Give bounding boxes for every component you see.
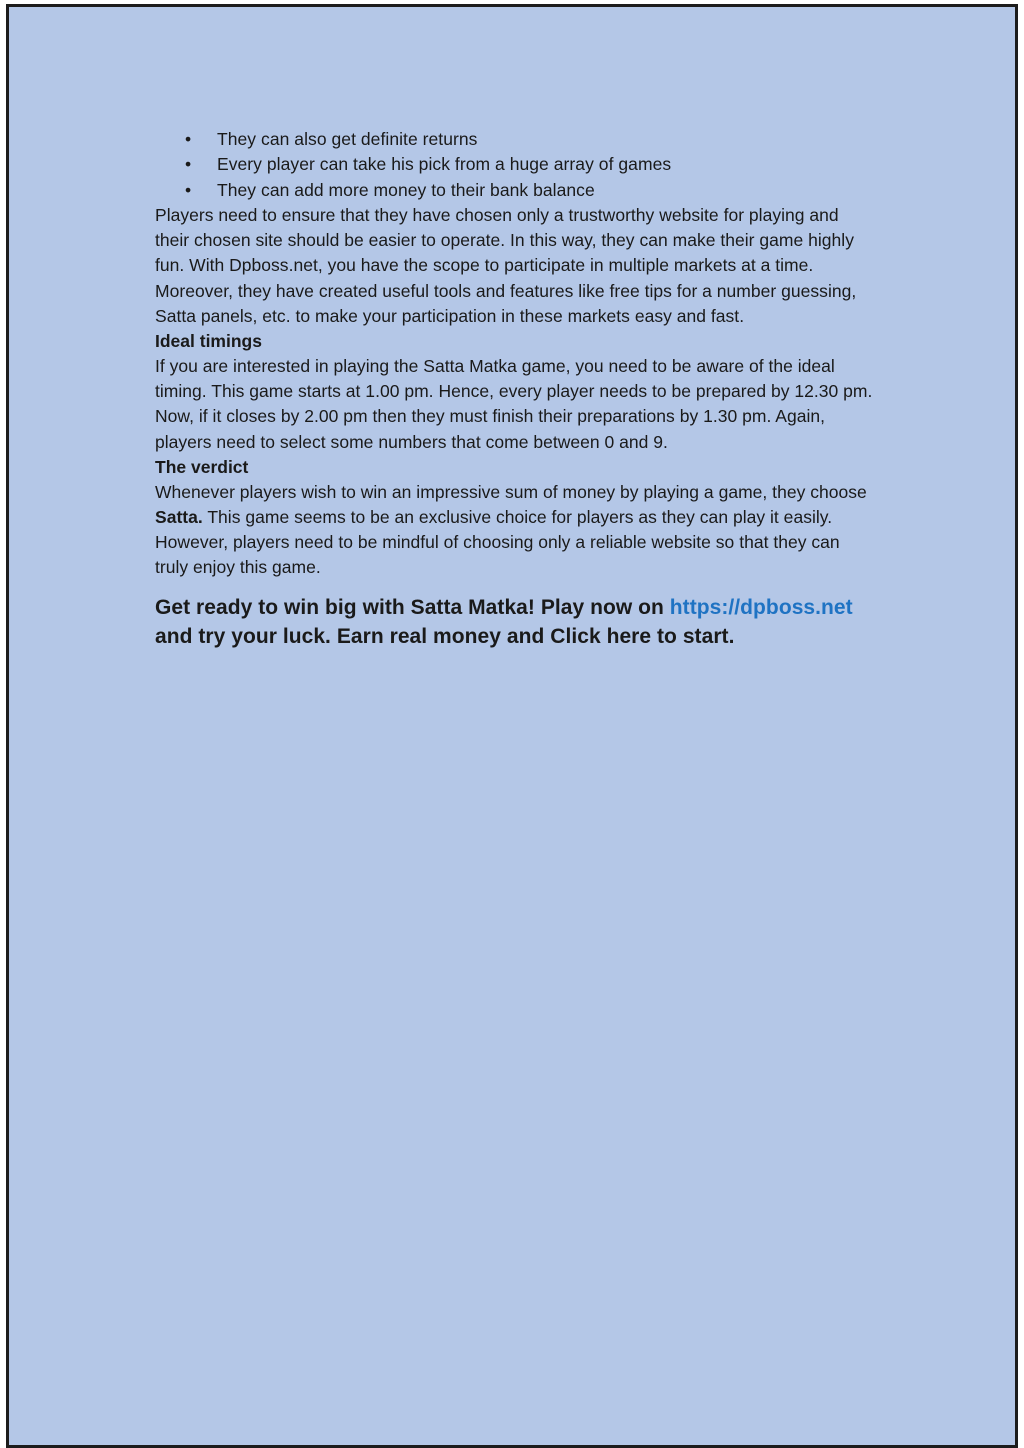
- verdict-text-end: This game seems to be an exclusive choice for players as they can play it easily. However, players need to be mindful of choosing only a reliable website so that they can truly enjoy this game.: [155, 506, 840, 578]
- list-item-text: Every player can take his pick from a huge array of games: [217, 154, 672, 175]
- list-item: [155, 152, 875, 177]
- bullet-icon: •: [185, 129, 192, 149]
- ideal-timings-paragraph: If you are interested in playing the Satta Matka game, you need to be aware of the ideal timing. This game starts at 1.00 pm. Hence, every player needs to be prepared by 12.30 pm. Now, if it closes by 2.00 pm then they must finish their preparations by 1.30 pm. Again, players need to select some numbers that come between 0 and 9.: [155, 355, 873, 452]
- document-content: [155, 127, 875, 672]
- bullet-icon: •: [185, 154, 192, 175]
- list-item-text: They can also get definite returns: [217, 129, 478, 149]
- list-item: [155, 127, 875, 152]
- ideal-timings-heading: Ideal timings: [155, 330, 262, 351]
- cta-text-start: Get ready to win big with Satta Matka! Play now on: [155, 595, 670, 619]
- verdict-heading: The verdict: [155, 456, 249, 477]
- call-to-action: [155, 593, 875, 652]
- dpboss-link[interactable]: https://dpboss.net: [669, 595, 853, 619]
- document-page: [6, 4, 1018, 1448]
- verdict-paragraph: [155, 480, 875, 581]
- intro-paragraph: Players need to ensure that they have chosen only a trustworthy website for playing and their chosen site should be easier to operate. In this way, they can make their game highly fun. With Dpboss.net, you have the scope to participate in multiple markets at a time. Moreover, they have created useful tools and features like free tips for a number guessing, Satta panels, etc. to make your participation in these markets easy and fast.: [155, 204, 857, 326]
- verdict-bold-word: Satta.: [155, 506, 203, 527]
- cta-text-end: and try your luck. Earn real money and Click here to start.: [155, 624, 735, 648]
- bullet-icon: •: [185, 179, 192, 200]
- list-item: [155, 178, 875, 203]
- verdict-text-start: Whenever players wish to win an impressive sum of money by playing a game, they choose: [155, 481, 867, 502]
- list-item-text: They can add more money to their bank balance: [217, 179, 595, 200]
- benefits-list: [155, 127, 875, 203]
